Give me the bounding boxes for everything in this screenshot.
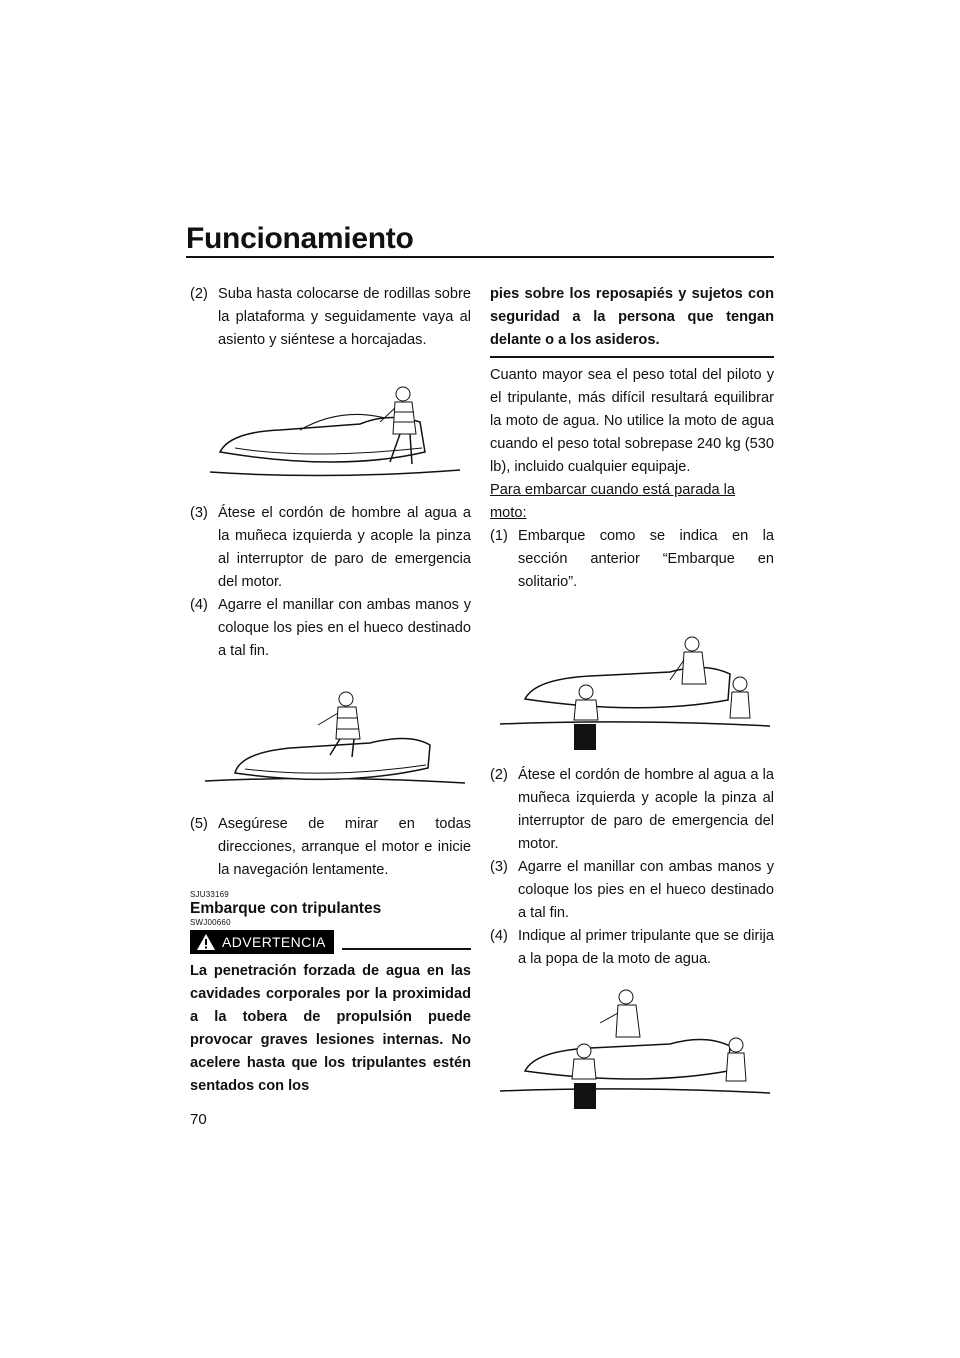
page-title: Funcionamiento xyxy=(186,222,414,255)
left-step-5 xyxy=(190,813,471,882)
step-number: (5) xyxy=(190,816,208,832)
step-number: (2) xyxy=(190,286,208,302)
section-heading: Embarque con tripulantes xyxy=(190,900,382,917)
step-text: Suba hasta colocarse de rodillas sobre la plataforma y seguidamente vaya al asiento y siéntese a horcajadas. xyxy=(218,286,471,348)
warning-code: SWJ00660 xyxy=(190,918,231,927)
warning-badge xyxy=(190,930,334,954)
illustration-boarding-kneel xyxy=(190,352,471,502)
warning-rule xyxy=(342,948,471,950)
step-text: Átese el cordón de hombre al agua a la muñeca izquierda y acople la pinza al interruptor de paro de emergencia del motor. xyxy=(518,767,774,852)
step-text: Embarque como se indica en la sección anterior “Embarque en solitario”. xyxy=(518,528,774,590)
illustration-seated-rider xyxy=(190,663,471,813)
weight-paragraph: Cuanto mayor sea el peso total del piloto y el tripulante, más difícil resultará equilibrar la moto de agua. No utilice la moto de agua cuando el peso total sobrepase 240 kg (530 lb), incluido cualquier equipaje. xyxy=(490,367,774,475)
step-text: Átese el cordón de hombre al agua a la muñeca izquierda y acople la pinza al interruptor de paro de emergencia del motor. xyxy=(218,505,471,590)
warning-triangle-icon xyxy=(196,933,216,951)
step-number: (4) xyxy=(490,928,508,944)
illustration-passengers-at-stern xyxy=(490,971,774,1141)
left-step-3 xyxy=(190,502,471,594)
right-column xyxy=(490,283,774,1141)
step-text: Agarre el manillar con ambas manos y coloque los pies en el hueco destinado a tal fin. xyxy=(218,597,471,659)
left-column xyxy=(190,283,471,1098)
step-number: (1) xyxy=(490,528,508,544)
title-underline xyxy=(186,256,774,258)
right-step-1 xyxy=(490,525,774,594)
left-step-4 xyxy=(190,594,471,663)
warning-label: ADVERTENCIA xyxy=(222,933,326,950)
right-step-2 xyxy=(490,764,774,856)
step-text: Indique al primer tripulante que se dirija a la popa de la moto de agua. xyxy=(518,928,774,967)
step-number: (3) xyxy=(190,505,208,521)
step-number: (2) xyxy=(490,767,508,783)
right-step-3 xyxy=(490,856,774,925)
warning-text-continued: pies sobre los reposapiés y sujetos con seguridad a la persona que tengan delante o a los asideros. xyxy=(490,286,774,348)
step-number: (4) xyxy=(190,597,208,613)
subheading: Para embarcar cuando está parada la moto: xyxy=(490,482,736,521)
warning-end-rule xyxy=(490,356,774,358)
right-step-4 xyxy=(490,925,774,971)
warning-header xyxy=(190,930,471,954)
step-text: Agarre el manillar con ambas manos y coloque los pies en el hueco destinado a tal fin. xyxy=(518,859,774,921)
step-text: Asegúrese de mirar en todas direcciones, arranque el motor e inicie la navegación lentamente. xyxy=(218,816,471,878)
step-number: (3) xyxy=(490,859,508,875)
page-number: 70 xyxy=(190,1111,207,1128)
section-code: SJU33169 xyxy=(190,890,229,899)
illustration-passenger-boarding xyxy=(490,594,774,764)
left-step-2 xyxy=(190,283,471,352)
warning-text: La penetración forzada de agua en las cavidades corporales por la proximidad a la tobera de propulsión puede provocar graves lesiones internas. No acelere hasta que los tripulantes estén sentados con los xyxy=(190,963,471,1094)
